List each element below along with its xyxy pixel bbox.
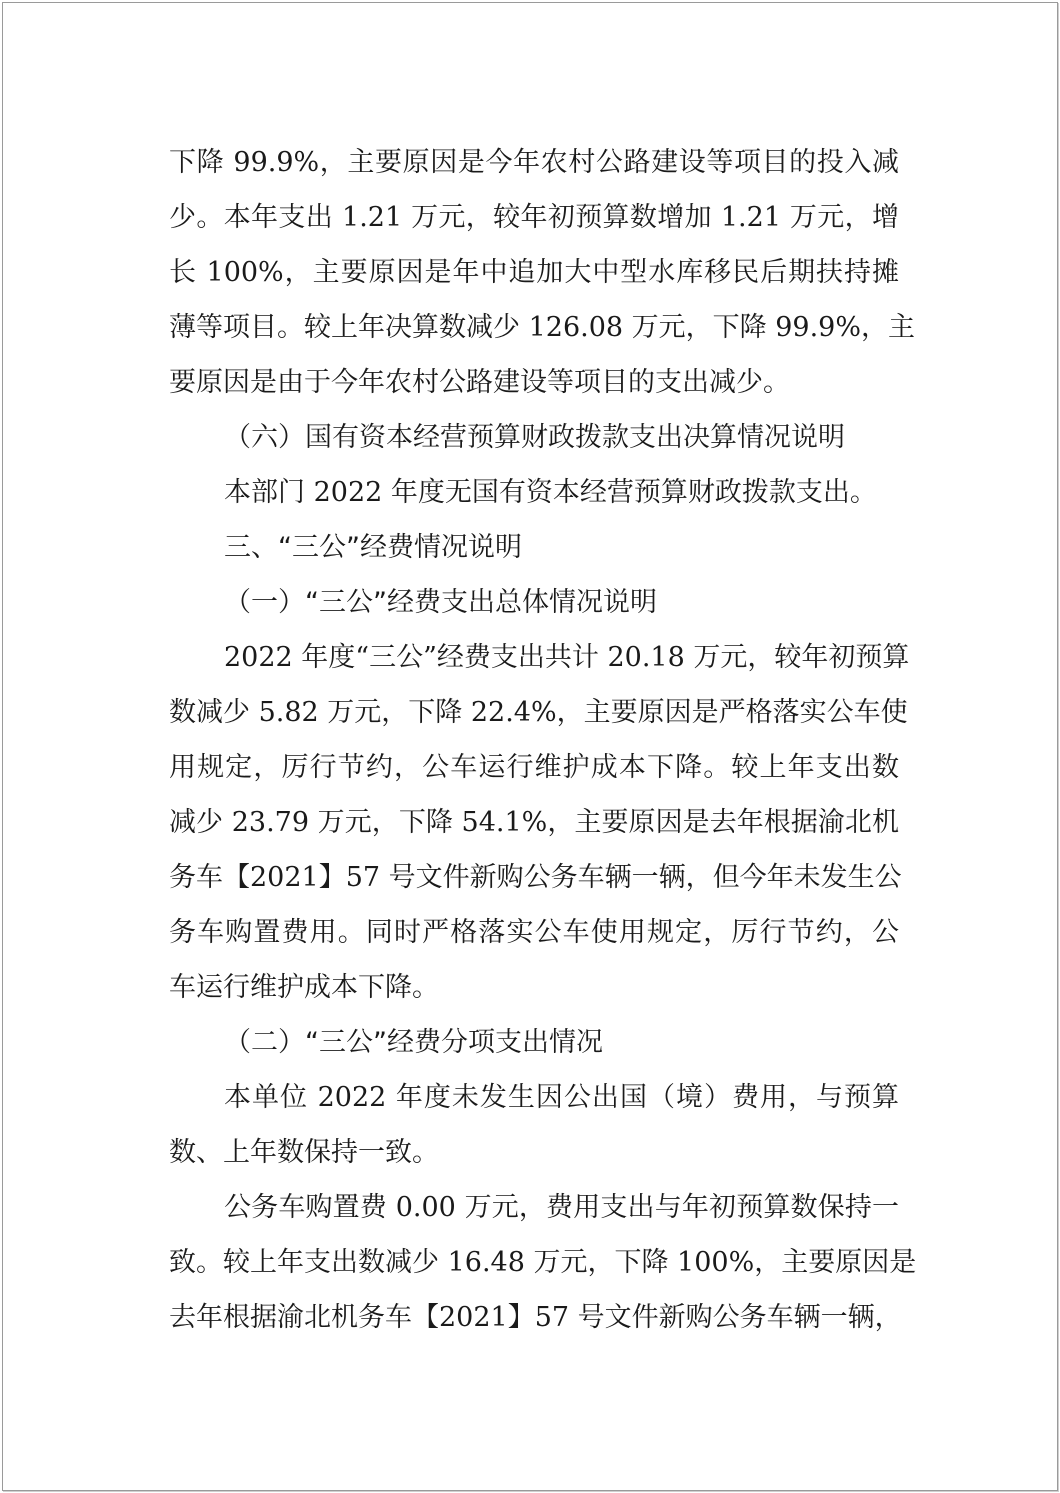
document-body	[169, 135, 917, 1345]
paragraph-line: 车运行维护成本下降。	[169, 972, 439, 1003]
paragraph-line: 公务车购置费 0.00 万元，费用支出与年初预算数保持一	[224, 1192, 899, 1223]
paragraph-line: 本部门 2022 年度无国有资本经营预算财政拨款支出。	[224, 477, 877, 508]
paragraph-line: 本单位 2022 年度未发生因公出国（境）费用，与预算	[224, 1082, 899, 1113]
paragraph-line: 减少 23.79 万元，下降 54.1%，主要原因是去年根据渝北机	[169, 807, 899, 838]
section-heading: （一）“三公”经费支出总体情况说明	[224, 587, 657, 618]
paragraph-line: 少。本年支出 1.21 万元，较年初预算数增加 1.21 万元，增	[169, 202, 899, 233]
paragraph-line: 用规定，厉行节约，公车运行维护成本下降。较上年支出数	[169, 752, 899, 783]
section-heading: （六）国有资本经营预算财政拨款支出决算情况说明	[224, 422, 845, 453]
paragraph-line: 去年根据渝北机务车【2021】57 号文件新购公务车辆一辆，	[169, 1302, 902, 1333]
section-heading: （二）“三公”经费分项支出情况	[224, 1027, 603, 1058]
paragraph-line: 2022 年度“三公”经费支出共计 20.18 万元，较年初预算	[224, 642, 910, 673]
paragraph-line: 务车购置费用。同时严格落实公车使用规定，厉行节约，公	[169, 917, 899, 948]
paragraph-line: 数减少 5.82 万元，下降 22.4%，主要原因是严格落实公车使	[169, 697, 908, 728]
paragraph-line: 下降 99.9%，主要原因是今年农村公路建设等项目的投入减	[169, 147, 899, 178]
paragraph-line: 长 100%，主要原因是年中追加大中型水库移民后期扶持摊	[169, 257, 899, 288]
paragraph-line: 要原因是由于今年农村公路建设等项目的支出减少。	[169, 367, 790, 398]
paragraph-line: 数、上年数保持一致。	[169, 1137, 439, 1168]
paragraph-line: 务车【2021】57 号文件新购公务车辆一辆，但今年未发生公	[169, 862, 902, 893]
paragraph-line: 薄等项目。较上年决算数减少 126.08 万元，下降 99.9%，主	[169, 312, 915, 343]
paragraph-line: 致。较上年支出数减少 16.48 万元，下降 100%，主要原因是	[169, 1247, 917, 1278]
chapter-heading: 三、“三公”经费情况说明	[224, 532, 522, 563]
document-page	[2, 2, 1058, 1491]
